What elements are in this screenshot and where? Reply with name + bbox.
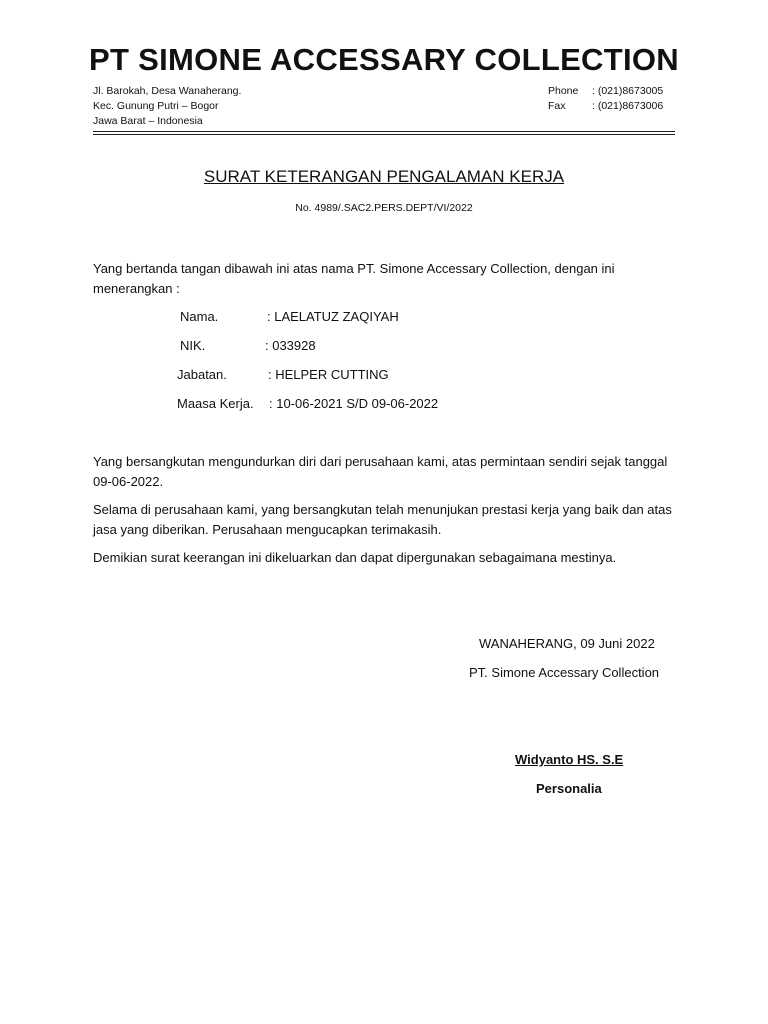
field-nik xyxy=(180,338,316,353)
field-label: Maasa Kerja. xyxy=(177,396,254,411)
field-nama xyxy=(180,309,399,324)
field-value: : 033928 xyxy=(265,338,316,353)
company-name: PT SIMONE ACCESSARY COLLECTION xyxy=(88,42,679,77)
phone-row xyxy=(548,84,663,99)
fax-label: Fax xyxy=(548,100,566,112)
field-masa-kerja xyxy=(177,396,438,411)
field-value: : HELPER CUTTING xyxy=(268,367,389,382)
field-value: : 10-06-2021 S/D 09-06-2022 xyxy=(269,396,439,411)
signatory-name: Widyanto HS. S.E xyxy=(515,752,624,767)
address-line: Jl. Barokah, Desa Wanaherang. xyxy=(93,85,242,97)
letterhead-divider xyxy=(93,131,675,132)
intro-paragraph: Yang bertanda tangan dibawah ini atas nama PT. Simone Accessary Collection, dengan ini menerangkan : xyxy=(93,261,615,296)
fax-value: : (021)8673006 xyxy=(592,100,664,112)
letter-heading: SURAT KETERANGAN PENGALAMAN KERJA xyxy=(203,167,565,186)
field-label: Nama. xyxy=(180,309,219,324)
place-date: WANAHERANG, 09 Juni 2022 xyxy=(479,636,655,651)
field-value: : LAELATUZ ZAQIYAH xyxy=(267,309,399,324)
phone-label: Phone xyxy=(548,85,579,97)
field-label: NIK. xyxy=(180,338,206,353)
resign-paragraph: Yang bersangkutan mengundurkan diri dari perusahaan kami, atas permintaan sendiri sejak tanggal 09-06-2022. xyxy=(93,454,668,489)
letterhead-divider xyxy=(93,134,675,135)
field-label: Jabatan. xyxy=(177,367,227,382)
thanks-paragraph: Selama di perusahaan kami, yang bersangkutan telah menunjukan prestasi kerja yang baik dan atas jasa yang diberikan. Perusahaan mengucapkan terimakasih. xyxy=(93,502,672,537)
company-contact xyxy=(548,84,663,114)
phone-value: : (021)8673005 xyxy=(592,85,664,97)
field-jabatan xyxy=(177,367,389,382)
company-address xyxy=(93,84,241,129)
address-line: Kec. Gunung Putri – Bogor xyxy=(93,100,219,112)
signatory-position: Personalia xyxy=(536,781,602,796)
signatory-company: PT. Simone Accessary Collection xyxy=(469,665,660,680)
address-line: Jawa Barat – Indonesia xyxy=(93,115,203,127)
letter-number: No. 4989/.SAC2.PERS.DEPT/VI/2022 xyxy=(295,202,473,214)
fax-row xyxy=(548,99,663,114)
closing-paragraph: Demikian surat keerangan ini dikeluarkan dan dapat dipergunakan sebagaimana mestinya. xyxy=(93,550,617,565)
